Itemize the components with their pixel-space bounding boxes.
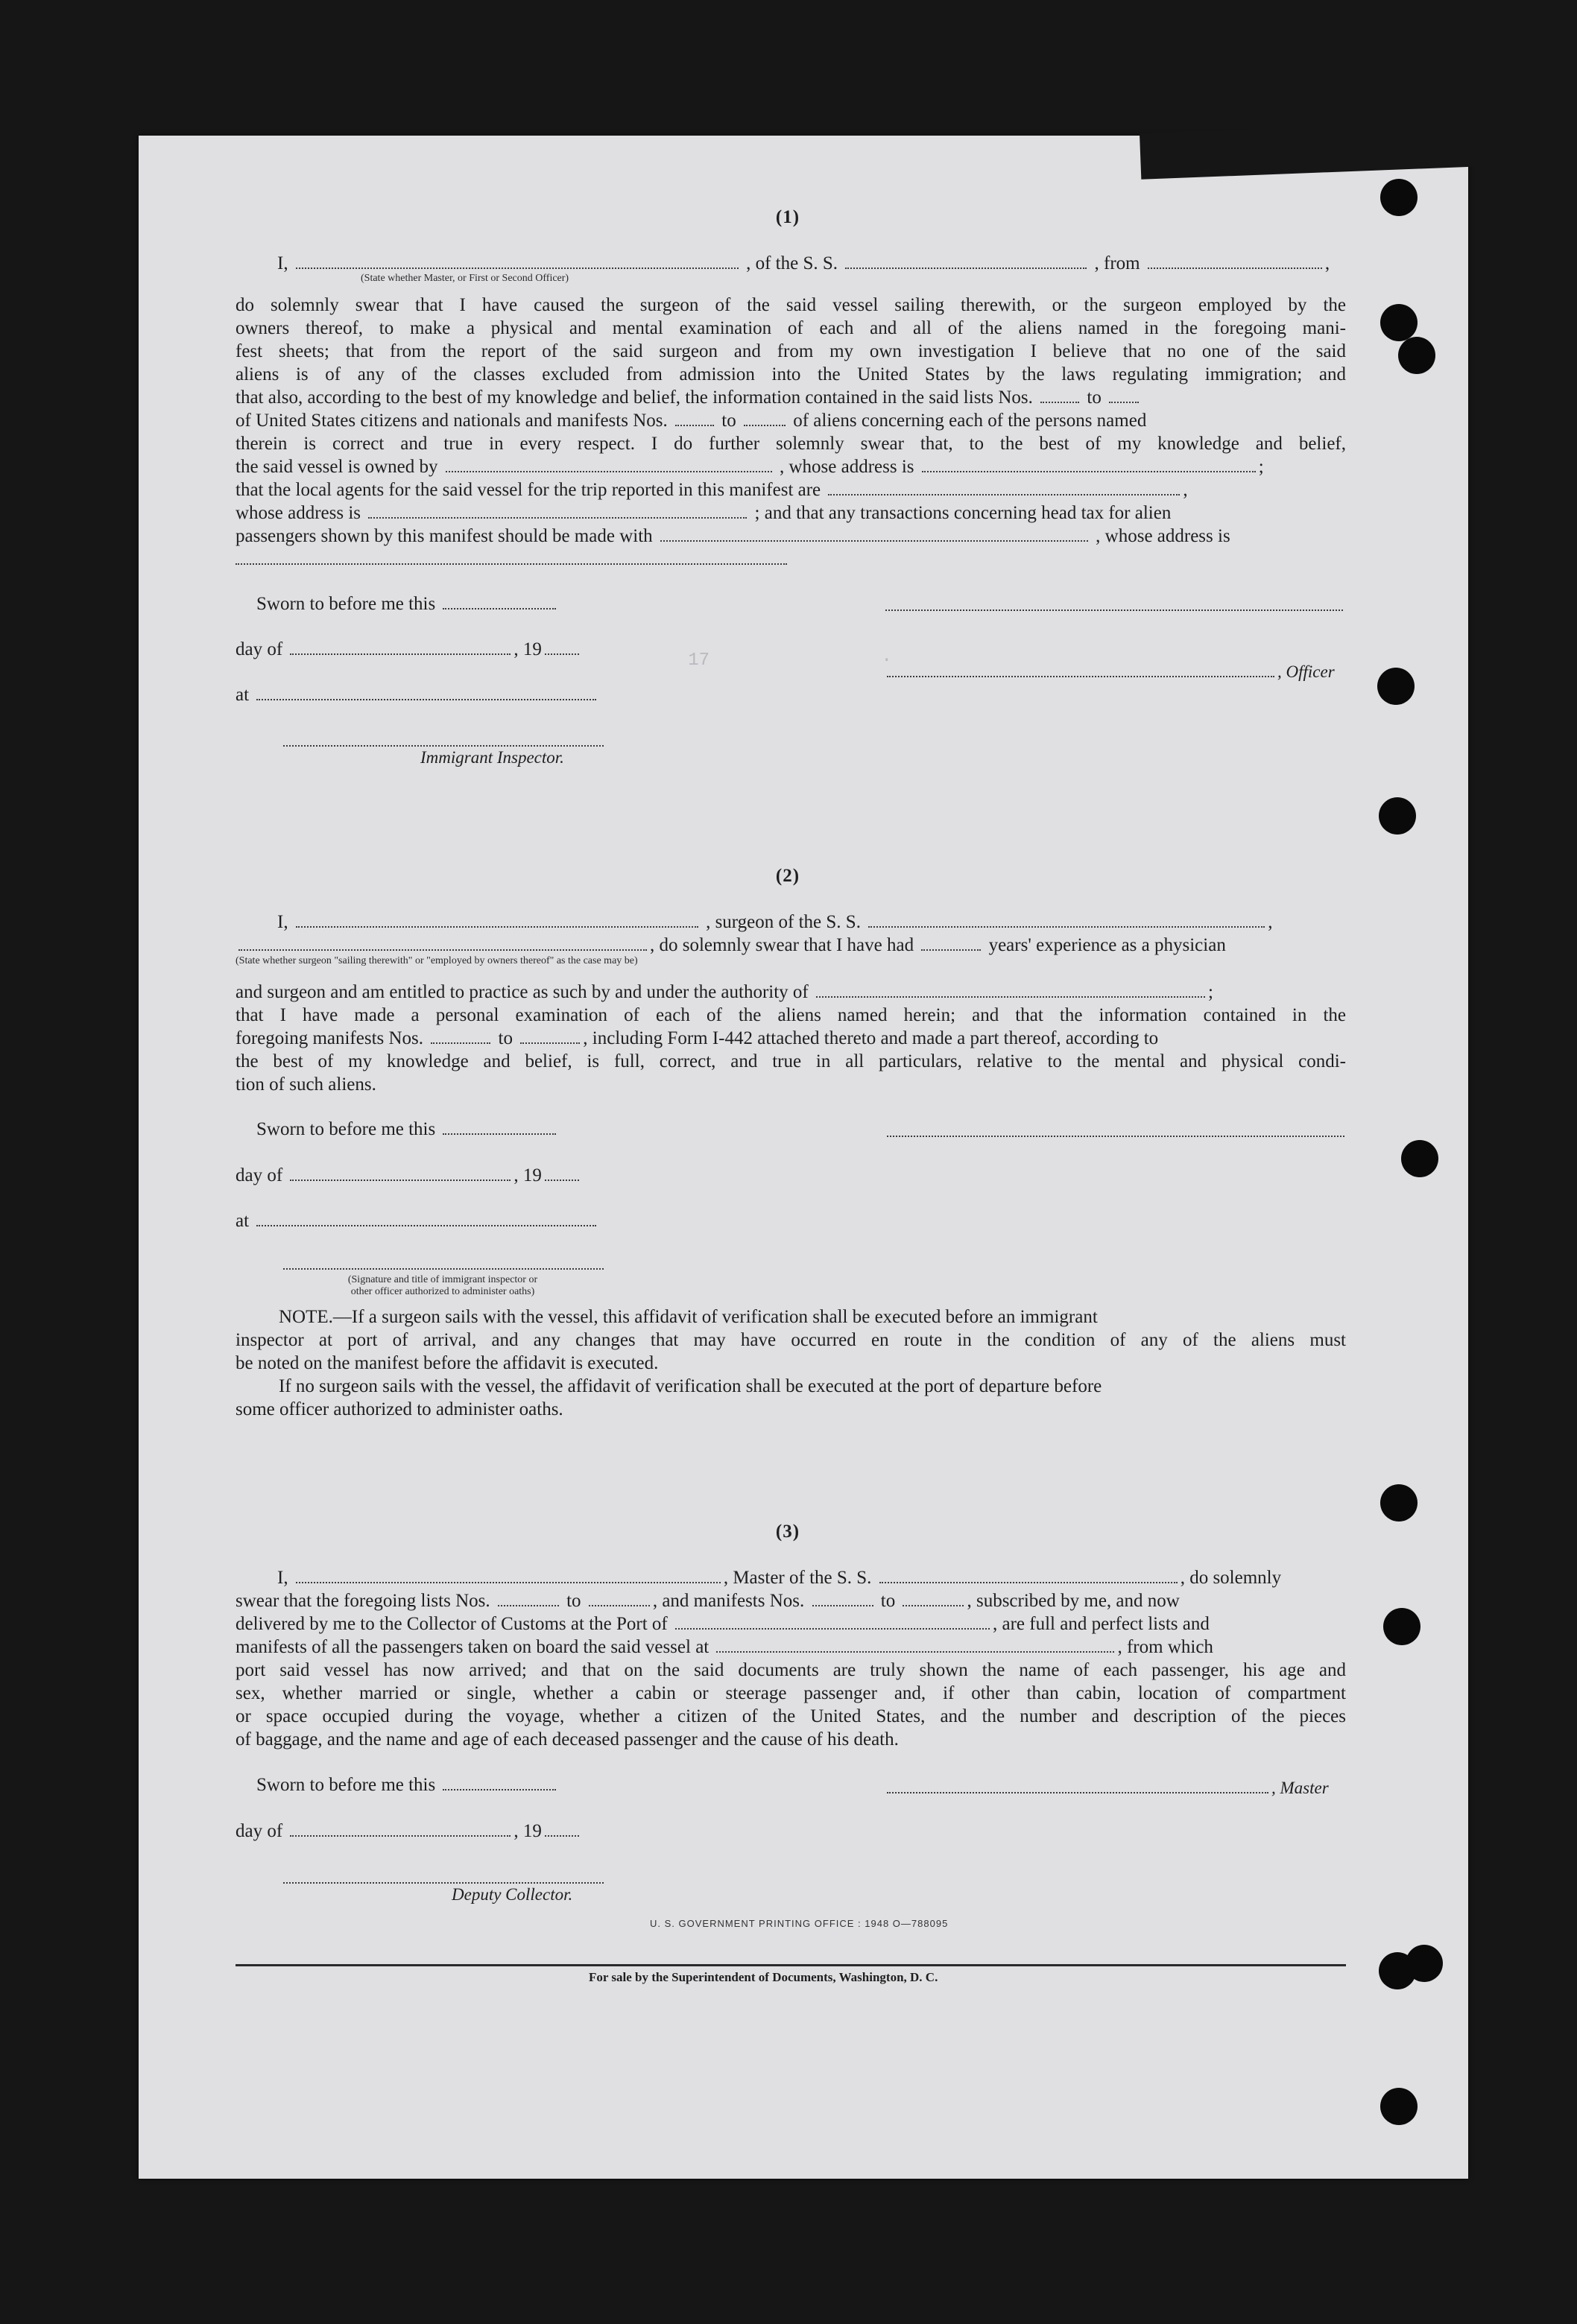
delivered-line [236, 1612, 1210, 1636]
punch-hole [1377, 668, 1415, 705]
manifests-line [236, 1027, 1158, 1050]
oath-line: do solemnly swear that I have caused the surgeon of the said vessel sailing therewith, or the surgeon employed by the [236, 295, 1346, 315]
signature-caption [294, 1274, 592, 1298]
delivered-text: delivered by me to the Collector of Customs at the Port of [236, 1614, 668, 1634]
sworn-day-field[interactable] [443, 1120, 556, 1135]
year-field[interactable] [545, 1166, 579, 1181]
whose-address-label: , whose address is [779, 457, 914, 477]
day-of-line [236, 1820, 582, 1843]
year-prefix: , 19 [513, 1165, 542, 1185]
head-tax-party-field[interactable] [660, 527, 1088, 542]
passengers-label: passengers shown by this manifest should be made with [236, 526, 653, 546]
i-label: I, [277, 912, 288, 932]
years-text: years' experience as a physician [988, 935, 1226, 955]
agents-line: that the local agents for the said vessel for the trip reported in this manifest are , [236, 480, 1188, 500]
agent-address-line [236, 501, 1171, 525]
surgeon-name-field[interactable] [296, 913, 698, 928]
manifests-from-field[interactable] [675, 411, 714, 426]
section-1-first-line: I, , of the S. S. , from , [277, 253, 1330, 273]
rank-caption: (State whether Master, or First or Second Officer) [361, 273, 569, 284]
vessel-name-field[interactable] [868, 913, 1265, 928]
full-perfect-text: , are full and perfect lists and [993, 1614, 1210, 1634]
officer-signature-field[interactable] [885, 610, 1343, 611]
note-label: NOTE. [279, 1307, 333, 1327]
s3-line-6: or space occupied during the voyage, whether a citizen of the United States, and the number and description of the pieces [236, 1706, 1346, 1726]
to-label: to [1087, 387, 1102, 408]
inspector-signature-field[interactable] [283, 745, 604, 747]
sale-notice: For sale by the Superintendent of Documents, Washington, D. C. [589, 1970, 938, 1984]
whose-address-is-label: whose address is [236, 503, 361, 523]
note-line-3: be noted on the manifest before the affidavit is executed. [236, 1353, 659, 1373]
punch-hole [1380, 2088, 1418, 2125]
year-prefix: , 19 [513, 639, 542, 659]
lists-text: that also, according to the best of my knowledge and belief, the information contained in the said lists Nos. [236, 387, 1033, 408]
month-field[interactable] [290, 1166, 511, 1181]
to-label: to [498, 1028, 513, 1048]
owned-by-label: the said vessel is owned by [236, 457, 438, 477]
day-of-line [236, 638, 582, 661]
correct-line: therein is correct and true in every respect. I do further solemnly swear that, to the best of my knowledge and belief, [236, 434, 1346, 454]
agents-field[interactable] [828, 481, 1180, 495]
oath-line: fest sheets; that from the report of the said surgeon and from my own investigation I believe that no one of the said [236, 341, 1346, 361]
passengers-line [236, 525, 1230, 548]
section-2-number: (2) [775, 866, 800, 886]
years-field[interactable] [921, 936, 981, 951]
s3-line-4: port said vessel has now arrived; and that on the said documents are truly shown the name of each passenger, his age and [236, 1660, 1346, 1680]
lists-from-field[interactable] [498, 1592, 559, 1606]
note-line-2: inspector at port of arrival, and any changes that may have occurred en route in the condition of any of the aliens must [236, 1330, 1346, 1350]
oath-line: aliens is of any of the classes excluded from admission into the United States by the laws regulating immigration; and [236, 364, 1346, 384]
section-1-number: (1) [775, 207, 800, 227]
lists-from-field[interactable] [1040, 388, 1079, 403]
punch-hole [1383, 1608, 1420, 1645]
place-field[interactable] [256, 1212, 596, 1226]
sworn-label: Sworn to before me this [256, 594, 436, 614]
note-line-5: some officer authorized to administer oaths. [236, 1399, 563, 1419]
rank-field[interactable] [296, 254, 739, 269]
to-label: to [880, 1591, 896, 1611]
to-label: to [721, 411, 736, 431]
collector-signature-field[interactable] [283, 1882, 604, 1884]
at-label: at [236, 685, 250, 705]
sworn-line [256, 1118, 559, 1141]
note-line-1 [279, 1305, 1098, 1329]
sworn-line [256, 592, 559, 615]
of-ss-label: , of the S. S. [746, 253, 838, 273]
signature-caption-line-2: other officer authorized to administer oaths) [350, 1286, 535, 1297]
master-signature-field[interactable] [887, 1779, 1268, 1793]
to-label: to [566, 1591, 581, 1611]
year-prefix: , 19 [513, 1821, 542, 1841]
manifests-to-field[interactable] [744, 411, 786, 426]
departure-port-field[interactable] [1148, 254, 1322, 269]
sworn-label: Sworn to before me this [256, 1775, 436, 1795]
manifests-from-field[interactable] [812, 1592, 873, 1606]
section-3-first-line [277, 1566, 1281, 1589]
deputy-collector-label: Deputy Collector. [452, 1885, 573, 1904]
at-line [236, 683, 599, 706]
at-label: at [236, 1211, 250, 1231]
owner-address-field[interactable] [922, 457, 1256, 472]
i-label: I, [277, 1568, 288, 1588]
sworn-label: Sworn to before me this [256, 1119, 436, 1139]
note-text-1: —If a surgeon sails with the vessel, this affidavit of verification shall be executed before an immigrant [332, 1307, 1098, 1327]
s3-line-7: of baggage, and the name and age of each deceased passenger and the cause of his death. [236, 1729, 899, 1750]
place-field[interactable] [256, 686, 596, 700]
officer-label: , Officer [1277, 662, 1335, 681]
examination-line: that I have made a personal examination of each of the aliens named herein; and that the information contained in the [236, 1005, 1346, 1025]
master-label: , Master [1271, 1779, 1329, 1797]
manifests-all-text: manifests of all the passengers taken on board the said vessel at [236, 1637, 710, 1657]
sworn-line [256, 1773, 559, 1796]
citizens-end-text: of aliens concerning each of the persons named [793, 411, 1147, 431]
subscribed-text: , subscribed by me, and now [967, 1591, 1180, 1611]
punch-hole [1406, 1945, 1443, 1982]
whose-address-end-label: , whose address is [1096, 526, 1230, 546]
agent-address-field[interactable] [368, 504, 747, 519]
and-manifests-label: , and manifests Nos. [652, 1591, 805, 1611]
master-of-label: , Master of the S. S. [723, 1568, 872, 1588]
day-of-label: day of [236, 639, 283, 659]
head-tax-address-field[interactable] [236, 563, 787, 565]
authority-line: and surgeon and am entitled to practice as such by and under the authority of ; [236, 982, 1213, 1002]
manifests-to-field[interactable] [520, 1029, 580, 1044]
tion-line: tion of such aliens. [236, 1074, 376, 1095]
section-3-number: (3) [775, 1522, 800, 1542]
owned-line: the said vessel is owned by , whose address is ; [236, 457, 1264, 477]
day-of-label: day of [236, 1821, 283, 1841]
agents-label: that the local agents for the said vessel for the trip reported in this manifest are [236, 480, 821, 500]
manifests-to-field[interactable] [903, 1592, 964, 1606]
punch-hole [1380, 304, 1418, 341]
bleed-through-text: 17 · [688, 650, 892, 671]
punch-hole [1401, 1140, 1438, 1177]
section-2-first-line: I, , surgeon of the S. S. , [277, 912, 1273, 932]
authority-text: and surgeon and am entitled to practice as such by and under the authority of [236, 982, 809, 1002]
footer-rule [236, 1964, 1346, 1966]
month-field[interactable] [290, 640, 511, 655]
vessel-name-field[interactable] [879, 1568, 1178, 1583]
swear-lists-text: swear that the foregoing lists Nos. [236, 1591, 490, 1611]
day-of-line [236, 1164, 582, 1187]
form-text: , including Form I-442 attached thereto and made a part thereof, according to [583, 1028, 1159, 1048]
surgeon-type-field[interactable] [238, 936, 647, 951]
master-name-field[interactable] [296, 1568, 721, 1583]
citizens-text: of United States citizens and nationals and manifests Nos. [236, 411, 668, 431]
manifests-all-line [236, 1636, 1213, 1659]
officer-line [884, 660, 1335, 683]
officer-title-field[interactable] [887, 662, 1274, 677]
best-line: the best of my knowledge and belief, is full, correct, and true in all particulars, relative to the mental and physical condi- [236, 1051, 1346, 1071]
from-label: , from [1094, 253, 1140, 273]
embark-port-field[interactable] [716, 1638, 1114, 1653]
citizens-line [236, 409, 1146, 432]
immigrant-inspector-label: Immigrant Inspector. [420, 748, 564, 767]
manifests-from-field[interactable] [431, 1029, 490, 1044]
month-field[interactable] [290, 1822, 511, 1837]
manifests-nos-label: foregoing manifests Nos. [236, 1028, 424, 1048]
punch-hole [1379, 797, 1416, 835]
lists-to-field[interactable] [589, 1592, 650, 1606]
s3-line-5: sex, whether married or single, whether a cabin or steerage passenger and, if other than cabin, location of compartment [236, 1683, 1346, 1703]
from-which-text: , from which [1117, 1637, 1213, 1657]
gpo-imprint: U. S. GOVERNMENT PRINTING OFFICE : 1948 O—788095 [650, 1918, 949, 1929]
signature-caption-line-1: (Signature and title of immigrant inspector or [347, 1274, 538, 1285]
swear-had-text: , do solemnly swear that I have had [650, 935, 914, 955]
surgeon-type-caption: (State whether surgeon "sailing therewith" or "employed by owners thereof" as the case may be) [236, 955, 638, 966]
swear-lists-line [236, 1589, 1180, 1612]
year-field[interactable] [545, 640, 579, 655]
inspector-signature-field[interactable] [283, 1268, 604, 1270]
oath-line: owners thereof, to make a physical and mental examination of each and all of the aliens named in the foregoing mani- [236, 318, 1346, 338]
note-line-4: If no surgeon sails with the vessel, the affidavit of verification shall be executed at the port of departure before [279, 1376, 1102, 1396]
vessel-name-field[interactable] [845, 254, 1087, 269]
head-tax-text: ; and that any transactions concerning head tax for alien [754, 503, 1172, 523]
lists-line [236, 386, 1142, 409]
surgeon-of-label: , surgeon of the S. S. [706, 912, 861, 932]
at-line [236, 1209, 599, 1232]
owner-field[interactable] [446, 457, 772, 472]
punch-hole [1398, 337, 1435, 374]
sworn-day-field[interactable] [443, 595, 556, 610]
port-field[interactable] [675, 1615, 990, 1630]
day-of-label: day of [236, 1165, 283, 1185]
punch-hole [1380, 1484, 1418, 1522]
sworn-day-field[interactable] [443, 1776, 556, 1791]
master-signature-line [884, 1776, 1329, 1799]
swear-had-line [236, 934, 1226, 957]
lists-to-field[interactable] [1109, 388, 1139, 403]
authority-field[interactable] [816, 983, 1205, 998]
do-solemnly-label: , do solemnly [1180, 1568, 1282, 1588]
surgeon-signature-field[interactable] [887, 1136, 1344, 1137]
year-field[interactable] [545, 1822, 579, 1837]
i-label: I, [277, 253, 288, 273]
